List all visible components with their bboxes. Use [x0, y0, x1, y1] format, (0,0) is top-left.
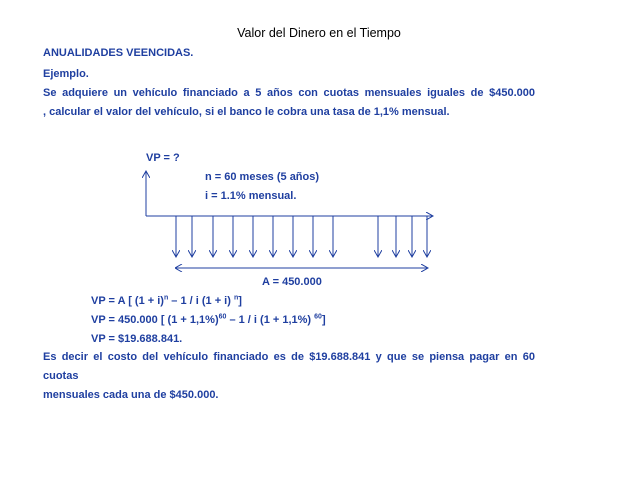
formula-2-prefix: VP = 450.000 [ (1 + 1,1%)	[91, 314, 219, 326]
formula-2-suffix: ]	[321, 314, 326, 326]
formula-1-middle: – 1 / i (1 + i)	[168, 295, 234, 307]
payment-arrows	[176, 216, 427, 256]
formula-1-exponent-1: n	[163, 294, 169, 302]
conclusion-line-1: Es decir el costo del vehículo financiado es de $19.688.841 y que se piensa pagar en 60 cuotas	[43, 351, 535, 382]
problem-line-2: , calcular el valor del vehículo, si el banco le cobra una tasa de 1,1% mensual.	[43, 106, 450, 118]
formula-1-suffix: ]	[238, 295, 242, 307]
formula-1-prefix: VP = A [ (1 + i)	[91, 295, 164, 307]
formula-line-3: VP = $19.688.841.	[91, 333, 183, 345]
formula-line-1	[91, 295, 242, 307]
example-label: Ejemplo.	[43, 68, 89, 80]
problem-line-1: Se adquiere un vehículo financiado a 5 años con cuotas mensuales iguales de $450.000	[43, 87, 535, 99]
formula-2-exponent-1: 60	[218, 313, 227, 321]
annuity-label: A = 450.000	[262, 276, 322, 288]
section-heading: ANUALIDADES VEENCIDAS.	[43, 47, 194, 59]
n-label: n = 60 meses (5 años)	[205, 171, 320, 183]
conclusion	[43, 348, 535, 405]
conclusion-line-2: mensuales cada una de $450.000.	[43, 389, 219, 401]
formula-1-exponent-2: n	[233, 294, 239, 302]
formula-line-2	[91, 314, 326, 326]
formula-2-middle: – 1 / i (1 + 1,1%)	[226, 314, 315, 326]
formula-2-exponent-2: 60	[314, 313, 322, 321]
i-label: i = 1.1% mensual.	[205, 190, 297, 202]
page-title: Valor del Dinero en el Tiempo	[237, 26, 401, 40]
vp-label: VP = ?	[146, 152, 180, 164]
